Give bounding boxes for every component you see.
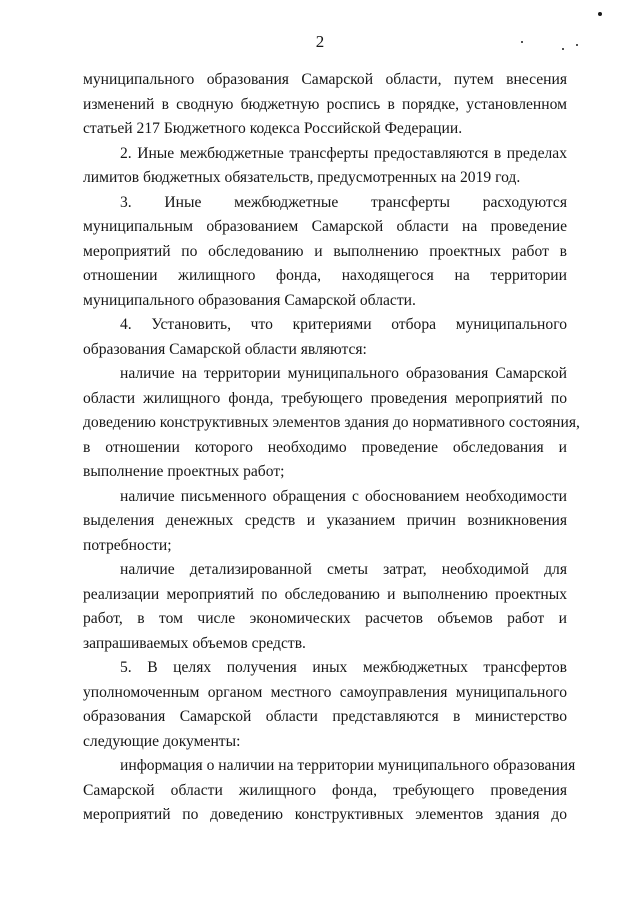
body-text [83, 68, 580, 828]
text-line: отношении жилищного фонда, находящегося на территории [83, 267, 567, 284]
text-line: 3. Иные межбюджетные трансферты расходуются [120, 193, 567, 211]
text-line: в отношении которого необходимо проведение обследования и [83, 438, 567, 456]
text-line: 2. Иные межбюджетные трансферты предоставляются в пределах [120, 144, 567, 162]
text-line: лимитов бюджетных обязательств, предусмотренных на 2019 год. [83, 169, 521, 186]
scan-mark-speck [521, 41, 523, 43]
text-line: наличие письменного обращения с обоснованием необходимости [120, 487, 567, 505]
text-line: статьей 217 Бюджетного кодекса Российской Федерации. [83, 120, 463, 137]
text-line: выполнение проектных работ; [83, 463, 285, 480]
text-line: мероприятий по обследованию и выполнению проектных работ в [83, 242, 567, 260]
text-line: уполномоченным органом местного самоуправления муниципального [83, 683, 567, 701]
text-line: реализации мероприятий по обследованию и выполнению проектных [83, 585, 567, 603]
text-line: 4. Установить, что критериями отбора муниципального [120, 316, 567, 333]
text-line: выделения денежных средств и указанием причин возникновения [83, 512, 567, 529]
text-line: наличие детализированной сметы затрат, необходимой для [120, 561, 567, 578]
text-line: образования Самарской области являются: [83, 340, 367, 358]
text-line: образования Самарской области представляются в министерство [83, 708, 567, 725]
text-line: 5. В целях получения иных межбюджетных трансфертов [120, 659, 567, 676]
text-line: запрашиваемых объемов средств. [83, 634, 306, 652]
text-line: Самарской области жилищного фонда, требующего проведения [83, 781, 567, 799]
text-line: работ, в том числе экономических расчетов объемов работ и [83, 610, 567, 627]
text-line: следующие документы: [83, 732, 241, 750]
text-line: области жилищного фонда, требующего проведения мероприятий по [83, 389, 567, 407]
scan-mark-dot [598, 12, 602, 16]
text-line: муниципального образования Самарской области, путем внесения [83, 71, 567, 88]
page-number: 2 [315, 32, 325, 51]
text-line: мероприятий по доведению конструктивных элементов здания до [83, 806, 567, 823]
text-line: изменений в сводную бюджетную роспись в порядке, установленном [83, 95, 567, 113]
scan-mark-speck [576, 44, 578, 46]
text-line: муниципальным образованием Самарской области на проведение [83, 218, 567, 235]
text-line: наличие на территории муниципального образования Самарской [120, 365, 567, 382]
text-line: информация о наличии на территории муниципального образования [120, 757, 576, 774]
text-line: потребности; [83, 536, 172, 554]
text-line: муниципального образования Самарской области. [83, 291, 416, 309]
scan-mark-speck [562, 48, 564, 50]
text-line: доведению конструктивных элементов здания до нормативного состояния, [83, 414, 580, 431]
